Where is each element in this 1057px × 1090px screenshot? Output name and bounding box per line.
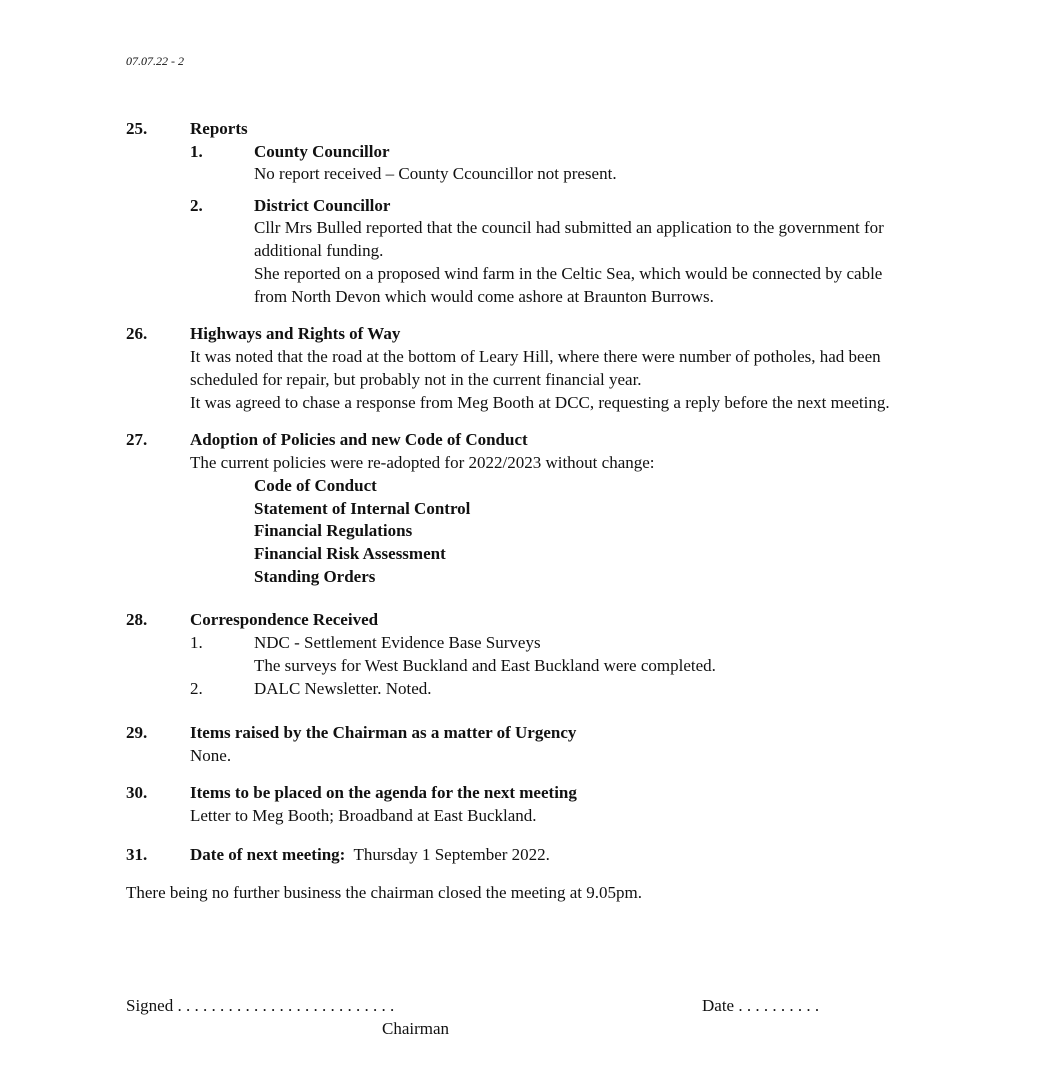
closing-statement: There being no further business the chairman closed the meeting at 9.05pm. — [126, 883, 642, 902]
item-31-number: 31. — [126, 845, 148, 864]
item-26-line: It was agreed to chase a response from Meg Booth at DCC, requesting a reply before the next meeting. — [190, 393, 890, 412]
item-25-title: Reports — [190, 119, 248, 138]
item-28-2-text: DALC Newsletter. Noted. — [254, 679, 432, 698]
item-28-title: Correspondence Received — [190, 610, 379, 629]
signature-role: Chairman — [382, 1019, 450, 1038]
item-25-2-line: She reported on a proposed wind farm in the Celtic Sea, which would be connected by cable — [254, 264, 883, 283]
item-25-2-line: from North Devon which would come ashore at Braunton Burrows. — [254, 287, 714, 306]
item-30-number: 30. — [126, 783, 148, 802]
item-31-line — [190, 843, 550, 866]
policy-item: Code of Conduct — [254, 476, 377, 495]
signature-line: Signed . . . . . . . . . . . . . . . . . . . . . . . . . . — [126, 996, 395, 1015]
item-30-text: Letter to Meg Booth; Broadband at East Buckland. — [190, 806, 537, 825]
policy-item: Statement of Internal Control — [254, 499, 471, 518]
policy-item: Financial Regulations — [254, 521, 413, 540]
item-27-number: 27. — [126, 430, 148, 449]
item-27-title: Adoption of Policies and new Code of Conduct — [190, 430, 528, 449]
item-28-1-number: 1. — [190, 633, 203, 652]
item-29-number: 29. — [126, 723, 148, 742]
item-29-text: None. — [190, 746, 232, 765]
item-28-1-text: NDC - Settlement Evidence Base Surveys — [254, 633, 541, 652]
policy-item: Financial Risk Assessment — [254, 544, 446, 563]
item-26-title: Highways and Rights of Way — [190, 324, 401, 343]
page-reference: 07.07.22 - 2 — [126, 54, 184, 68]
item-27-intro: The current policies were re-adopted for 2022/2023 without change: — [190, 453, 655, 472]
item-25-1-text: No report received – County Ccouncillor not present. — [254, 164, 617, 183]
item-28-1-detail: The surveys for West Buckland and East Buckland were completed. — [254, 656, 716, 675]
policy-item: Standing Orders — [254, 567, 376, 586]
item-25-1-number: 1. — [190, 142, 203, 161]
item-28-2-number: 2. — [190, 679, 203, 698]
item-31-text: Thursday 1 September 2022. — [353, 845, 550, 864]
item-26-line: scheduled for repair, but probably not in the current financial year. — [190, 370, 642, 389]
item-26-number: 26. — [126, 324, 148, 343]
item-25-2-line: additional funding. — [254, 241, 384, 260]
item-29-title: Items raised by the Chairman as a matter of Urgency — [190, 723, 577, 742]
item-25-number: 25. — [126, 119, 148, 138]
item-26-line: It was noted that the road at the bottom of Leary Hill, where there were number of potholes, had been — [190, 347, 881, 366]
item-28-number: 28. — [126, 610, 148, 629]
item-25-2-line: Cllr Mrs Bulled reported that the council had submitted an application to the government for — [254, 218, 884, 237]
date-line: Date . . . . . . . . . . — [702, 996, 820, 1015]
item-30-title: Items to be placed on the agenda for the next meeting — [190, 783, 577, 802]
item-25-2-title: District Councillor — [254, 196, 391, 215]
item-31-title: Date of next meeting: — [190, 845, 346, 864]
item-25-1-title: County Councillor — [254, 142, 390, 161]
item-25-2-number: 2. — [190, 196, 203, 215]
